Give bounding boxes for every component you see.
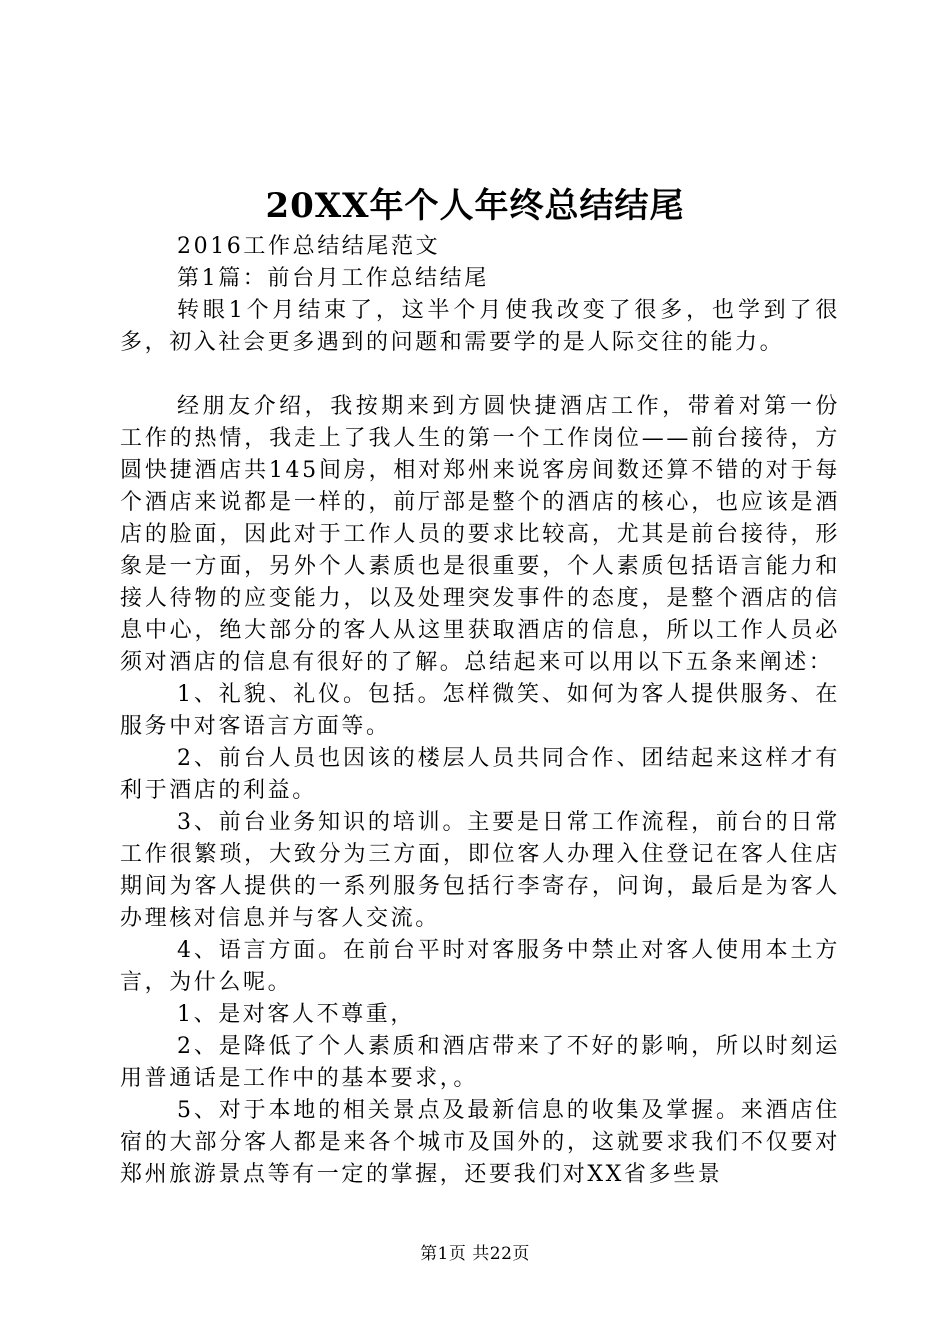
list-item: 5、对于本地的相关景点及最新信息的收集及掌握。来酒店住宿的大部分客人都是来各个城市及国外的，这就要求我们不仅要对郑州旅游景点等有一定的掌握，还要我们对XX省多些景 (120, 1098, 840, 1187)
document-title: 20XX年个人年终总结结尾 (265, 186, 685, 226)
sub-list-item: 1、是对客人不尊重， (177, 1002, 415, 1027)
sub-list-item: 2、是降低了个人素质和酒店带来了不好的影响，所以时刻运用普通话是工作中的基本要求，。 (120, 1034, 840, 1091)
list-item: 4、语言方面。在前台平时对客服务中禁止对客人使用本土方言，为什么呢。 (120, 938, 840, 995)
section-heading: 第1篇：前台月工作总结结尾 (177, 266, 489, 291)
subtitle-line: 2016工作总结结尾范文 (177, 234, 441, 259)
list-item: 2、前台人员也因该的楼层人员共同合作、团结起来这样才有利于酒店的利益。 (120, 746, 840, 803)
document-body (120, 231, 840, 1191)
list-item: 3、前台业务知识的培训。主要是日常工作流程，前台的日常工作很繁琐，大致分为三方面，即位客人办理入住登记在客人住店期间为客人提供的一系列服务包括行李寄存，问询，最后是为客人办理核对信息并与客人交流。 (120, 810, 840, 931)
body-paragraph: 经朋友介绍，我按期来到方圆快捷酒店工作，带着对第一份工作的热情，我走上了我人生的第一个工作岗位——前台接待，方圆快捷酒店共145间房，相对郑州来说客房间数还算不错的对于每个酒店来说都是一样的，前厅部是整个的酒店的核心，也应该是酒店的脸面，因此对于工作人员的要求比较高，尤其是前台接待，形象是一方面，另外个人素质也是很重要，个人素质包括语言能力和接人待物的应变能力，以及处理突发事件的态度，是整个酒店的信息中心，绝大部分的客人从这里获取酒店的信息，所以工作人员必须对酒店的信息有很好的了解。总结起来可以用以下五条来阐述： (120, 394, 840, 675)
list-item: 1、礼貌、礼仪。包括。怎样微笑、如何为客人提供服务、在服务中对客语言方面等。 (120, 682, 840, 739)
page-number: 第1页 共22页 (420, 1244, 530, 1264)
body-paragraph: 转眼1个月结束了，这半个月使我改变了很多，也学到了很多，初入社会更多遇到的问题和需要学的是人际交往的能力。 (120, 298, 840, 355)
